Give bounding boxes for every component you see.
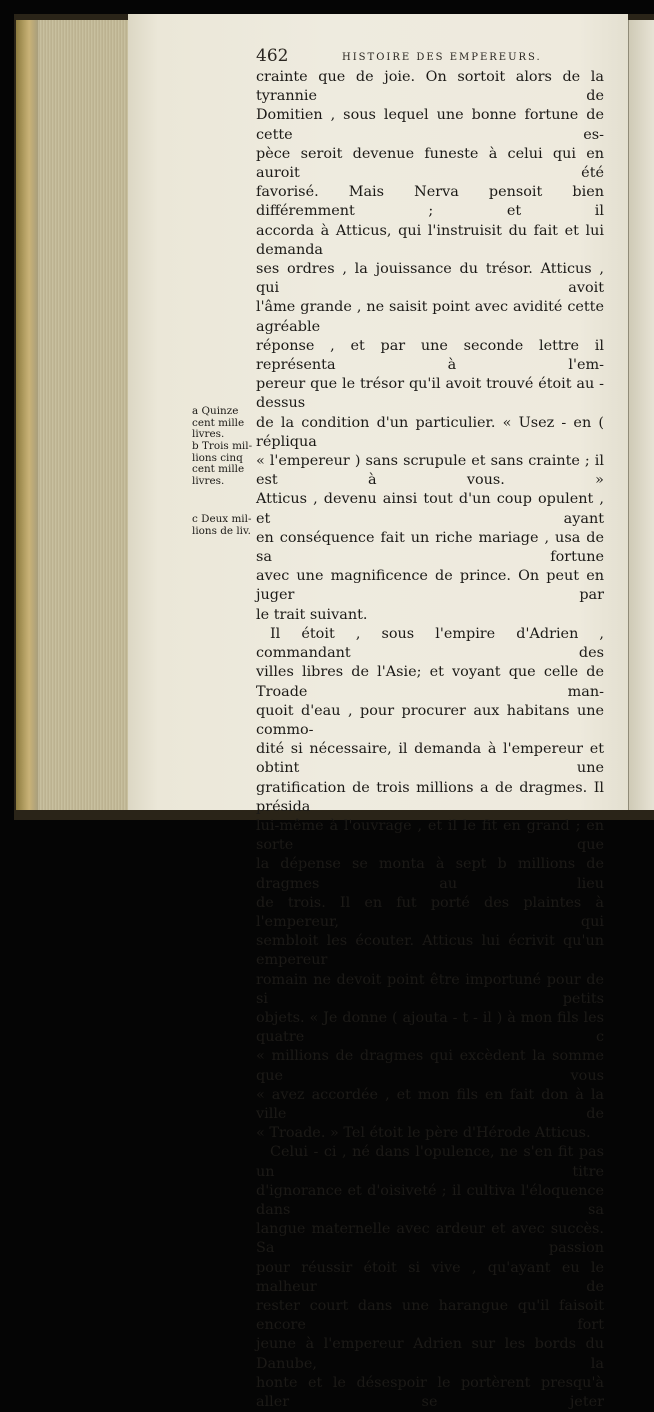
text-line: lui-même à l'ouvrage , et il le fit en grand ; en sorte que [256, 817, 604, 854]
text-line: langue maternelle avec ardeur et avec succès. Sa passion [256, 1221, 604, 1257]
text-line: objets. « Je donne ( ajouta - t - il ) à mon fils les quatre c [256, 1009, 604, 1046]
running-title: HISTOIRE DES EMPEREURS. [342, 52, 542, 63]
page-number: 462 [256, 46, 289, 66]
body-text [256, 68, 604, 1412]
margin-note-line: c Deux mil- [192, 513, 252, 525]
text-line: honte et le désespoir le portèrent presqu'à aller se jeter [256, 1374, 604, 1411]
facing-page-edge [628, 20, 654, 810]
text-line: « avez accordée , et mon fils en fait don à la ville de [256, 1086, 604, 1122]
text-line: Atticus , devenu ainsi tout d'un coup opulent , et ayant [256, 491, 604, 527]
text-line: gratification de trois millions a de dragmes. Il présida [256, 779, 604, 815]
margin-note-line: b Trois mil- [192, 440, 253, 452]
margin-note [192, 406, 256, 441]
text-line: avec une magnificence de prince. On peut en juger par [256, 568, 604, 604]
text-line: Celui - ci , né dans l'opulence, ne s'en fit pas un titre [256, 1144, 604, 1180]
text-line: quoit d'eau , pour procurer aux habitans une commo- [256, 702, 604, 738]
margin-note [192, 514, 256, 537]
text-line: sembloit les écouter. Atticus lui écrivit qu'un empereur [256, 933, 604, 969]
text-line: « Troade. » Tel étoit le père d'Hérode Atticus. [256, 1125, 591, 1142]
text-line: réponse , et par une seconde lettre il représenta à l'em- [256, 337, 604, 374]
text-line: villes libres de l'Asie; et voyant que celle de Troade man- [256, 664, 604, 700]
text-line: dité si nécessaire, il demanda à l'empereur et obtint une [256, 741, 604, 777]
text-line: Domitien , sous lequel une bonne fortune de cette es- [256, 107, 604, 143]
text-line: de la condition d'un particulier. « Usez - en ( répliqua [256, 414, 604, 450]
text-line: rester court dans une harangue qu'il faisoit encore fort [256, 1298, 604, 1334]
text-line: ses ordres , la jouissance du trésor. Atticus , qui avoit [256, 261, 604, 297]
margin-note-line: lions cinq [192, 451, 243, 464]
margin-note-line: lions de liv. [192, 524, 251, 537]
text-line: romain ne devoit point être importuné pour de si petits [256, 971, 604, 1007]
text-line: accorda à Atticus, qui l'instruisit du fait et lui demanda [256, 222, 604, 258]
text-line: d'ignorance et d'oisiveté ; il cultiva l'éloquence dans sa [256, 1182, 604, 1218]
margin-note-line: livres. [192, 474, 225, 487]
text-line: jeune à l'empereur Adrien sur les bords du Danube, la [256, 1336, 604, 1372]
page-edges [16, 20, 134, 810]
text-line: en conséquence fait un riche mariage , usa de sa fortune [256, 529, 604, 566]
text-line: l'âme grande , ne saisit point avec avidité cette agréable [256, 299, 604, 335]
text-line: la dépense se monta à sept b millions de dragmes au lieu [256, 856, 604, 892]
text-line: pereur que le trésor qu'il avoit trouvé étoit au - dessus [256, 376, 604, 412]
margin-note-line: cent mille [192, 463, 245, 475]
page-header [256, 46, 596, 70]
margin-note-line: livres. [192, 428, 225, 440]
text-line: le trait suivant. [256, 606, 368, 623]
text-line: de trois. Il en fut porté des plaintes à l'empereur, qui [256, 894, 604, 930]
margin-note-line: a Quinze [192, 405, 239, 417]
text-line: crainte que de joie. On sortoit alors de la tyrannie de [256, 69, 604, 105]
margin-note [192, 441, 256, 487]
margin-note-line: cent mille [192, 416, 245, 429]
text-line: « l'empereur ) sans scrupule et sans crainte ; il est à vous. » [256, 453, 604, 489]
text-line: pèce seroit devenue funeste à celui qui en auroit été [256, 145, 604, 182]
text-line: « millions de dragmes qui excèdent la somme que vous [256, 1048, 604, 1084]
text-line: pour réussir étoit si vive , qu'ayant eu le malheur de [256, 1259, 604, 1295]
text-line: Il étoit , sous l'empire d'Adrien , commandant des [256, 625, 604, 662]
text-line: favorisé. Mais Nerva pensoit bien différemment ; et il [256, 184, 604, 220]
